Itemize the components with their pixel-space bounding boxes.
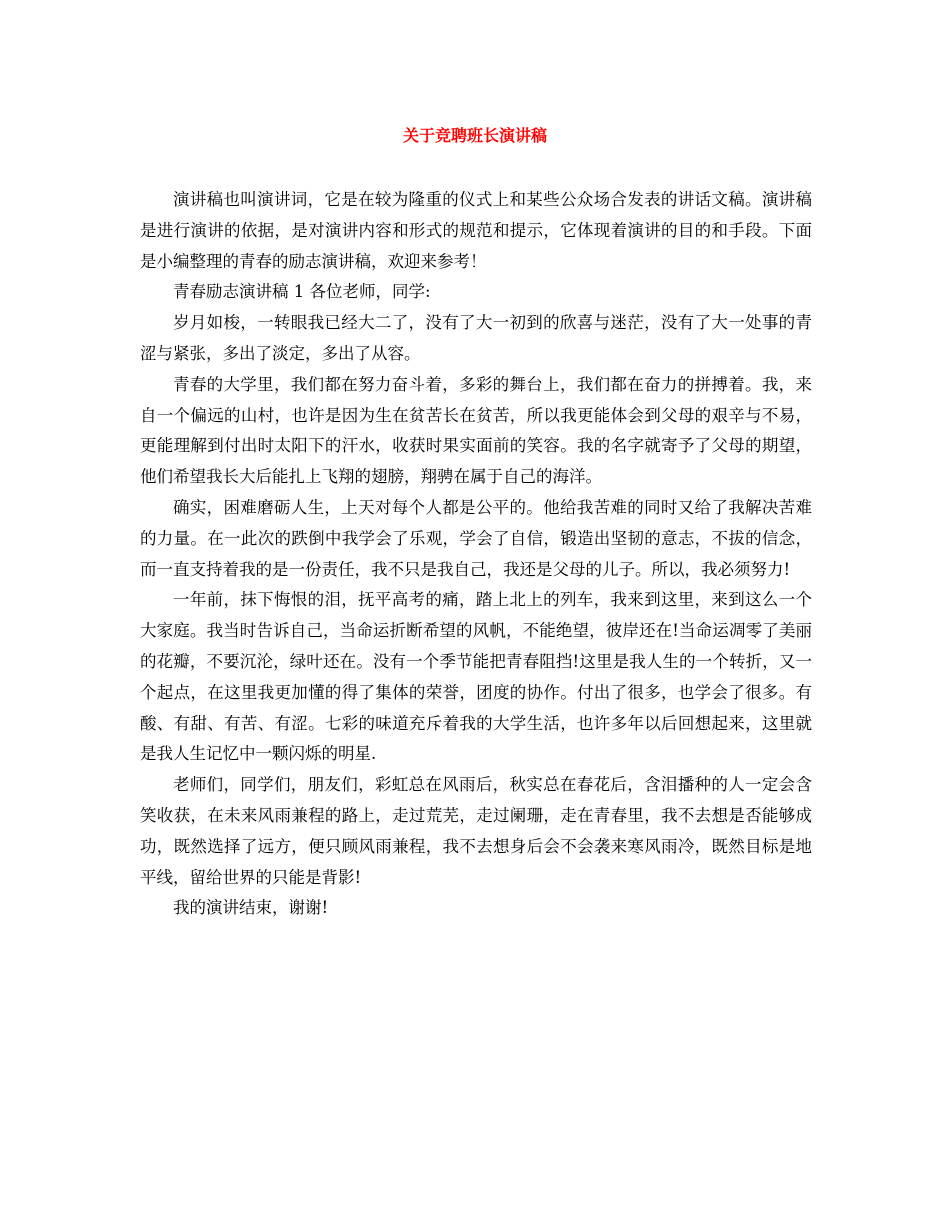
paragraph-hardship: 确实，困难磨砺人生，上天对每个人都是公平的。他给我苦难的同时又给了我解决苦难的力量。在一此次的跌倒中我学会了乐观，学会了自信，锻造出坚韧的意志，不拔的信念，而一直支持着我的是一份责任，我不只是我自己，我还是父母的儿子。所以，我必须努力! bbox=[140, 497, 812, 579]
paragraph-closing: 我的演讲结束，谢谢! bbox=[173, 898, 329, 918]
paragraph-intro: 演讲稿也叫演讲词，它是在较为隆重的仪式上和某些公众场合发表的讲话文稿。演讲稿是进行演讲的依据，是对演讲内容和形式的规范和提示，它体现着演讲的目的和手段。下面是小编整理的青春的励志演讲稿，欢迎来参考！ bbox=[140, 190, 812, 271]
paragraph-appeal: 老师们，同学们，朋友们，彩虹总在风雨后，秋实总在春花后，含泪播种的人一定会含笑收获，在未来风雨兼程的路上，走过荒芜，走过阑珊，走在青春里，我不去想是否能够成功，既然选择了远方，便只顾风雨兼程，我不去想身后会不会袭来寒风雨冷，既然目标是地平线，留给世界的只能是背影! bbox=[140, 775, 812, 887]
document-body bbox=[140, 185, 812, 924]
paragraph-youth: 青春的大学里，我们都在努力奋斗着，多彩的舞台上，我们都在奋力的拼搏着。我，来自一个偏远的山村，也许是因为生在贫苦长在贫苦，所以我更能体会到父母的艰辛与不易，更能理解到付出时太阳下的汗水，收获时果实面前的笑容。我的名字就寄予了父母的期望，他们希望我长大后能扎上飞翔的翅膀，翔骋在属于自己的海洋。 bbox=[140, 374, 812, 487]
document-title: 关于竞聘班长演讲稿 bbox=[402, 126, 547, 145]
paragraph-time: 岁月如梭，一转眼我已经大二了，没有了大一初到的欣喜与迷茫，没有了大一处事的青涩与紧张，多出了淡定，多出了从容。 bbox=[140, 313, 812, 363]
paragraph-year-ago: 一年前，抹下悔恨的泪，抚平高考的痛，踏上北上的列车，我来到这里，来到这么一个大家庭。我当时告诉自己，当命运折断希望的风帆，不能绝望，彼岸还在!当命运凋零了美丽的花瓣，不要沉沦，绿叶还在。没有一个季节能把青春阻挡!这里是我人生的一个转折，又一个起点，在这里我更加懂的得了集体的荣誉，团度的协作。付出了很多，也学会了很多。有酸、有甜、有苦、有涩。七彩的味道充斥着我的大学生活，也许多年以后回想起来，这里就是我人生记忆中一颗闪烁的明星. bbox=[140, 590, 812, 764]
paragraph-greeting: 青春励志演讲稿 1 各位老师，同学: bbox=[173, 282, 431, 302]
